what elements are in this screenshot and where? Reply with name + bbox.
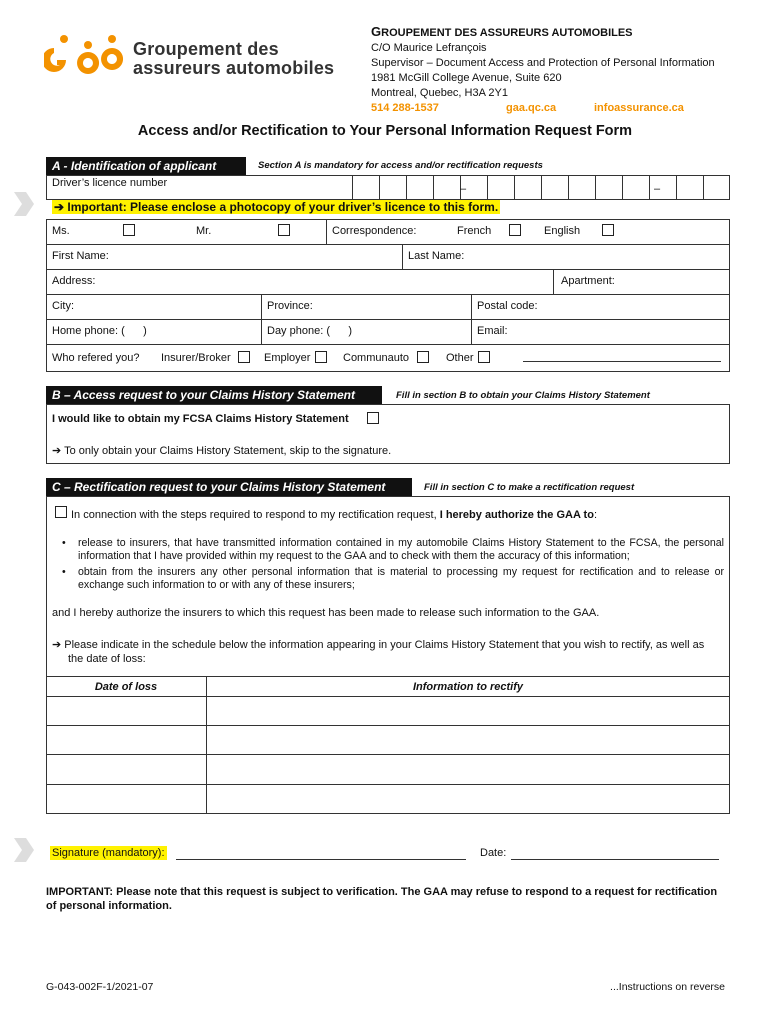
org-co: C/O Maurice Lefrançois [371, 42, 487, 54]
date-of-loss-cell-1[interactable] [47, 697, 205, 725]
french-label: French [457, 225, 492, 237]
city-field[interactable]: City: [52, 300, 74, 312]
postal-code-field[interactable]: Postal code: [477, 300, 538, 312]
date-of-loss-cell-2[interactable] [47, 726, 205, 754]
instructions-reverse: ...Instructions on reverse [610, 981, 725, 993]
org-address2: Montreal, Quebec, H3A 2Y1 [371, 87, 508, 99]
ms-checkbox[interactable] [123, 224, 135, 236]
organization-address [371, 24, 715, 116]
date-of-loss-cell-4[interactable] [47, 785, 205, 813]
licence-cell-divider [595, 175, 596, 200]
info-to-rectify-cell-4[interactable] [207, 785, 729, 813]
bullet-obtain: • obtain from the insurers any other personal information that is material to processing my request for rectification and to release or exchange such information to or with any of these insurers; [62, 566, 724, 591]
home-phone-field[interactable]: Home phone: ( ) [52, 325, 147, 337]
licence-cell-divider [649, 175, 650, 200]
communauto-label: Communauto [343, 352, 410, 364]
licence-cell-divider [703, 175, 704, 200]
section-c-heading: C – Rectification request to your Claims History Statement [46, 478, 412, 496]
authorize-bullets [62, 537, 724, 592]
licence-dash-1: – [460, 183, 467, 195]
other-label: Other [446, 352, 474, 364]
insurer-broker-checkbox[interactable] [238, 351, 250, 363]
licence-cell-divider [568, 175, 569, 200]
correspondence-label: Correspondence: [332, 225, 417, 237]
day-phone-field[interactable]: Day phone: ( ) [267, 325, 352, 337]
first-name-field[interactable]: First Name: [52, 250, 109, 262]
other-checkbox[interactable] [478, 351, 490, 363]
obtain-statement-checkbox[interactable] [367, 412, 379, 424]
authorize-insurers: and I hereby authorize the insurers to which this request has been made to release such information to the GAA. [52, 607, 600, 619]
licence-dash-2: – [654, 183, 661, 195]
org-website[interactable]: gaa.qc.ca [506, 102, 557, 114]
verification-notice: IMPORTANT: Please note that this request is subject to verification. The GAA may refuse to respond to a request for rectification of personal information. [46, 886, 718, 912]
org-phone: 514 288-1537 [371, 102, 439, 114]
section-a-grid [46, 219, 730, 372]
info-to-rectify-cell-3[interactable] [207, 755, 729, 784]
licence-cell-divider [514, 175, 515, 200]
employer-checkbox[interactable] [315, 351, 327, 363]
address-field[interactable]: Address: [52, 275, 96, 287]
bullet-release: • release to insurers, that have transmitted information contained in my automobile Claims History Statement to the FCSA, the personal information that I have provided within my request to the GAA and to check with them the accuracy of this information; [62, 537, 724, 562]
licence-cell-divider [352, 175, 353, 200]
form-code: G-043-002F-1/2021-07 [46, 981, 154, 993]
org-address1: 1981 McGill College Avenue, Suite 620 [371, 72, 562, 84]
date-label: Date: [480, 847, 507, 859]
important-licence-note: ➔ Important: Please enclose a photocopy of your driver’s licence to this form. [54, 200, 499, 214]
indicate-schedule-note: ➔ Please indicate in the schedule below the information appearing in your Claims History Statement that you wish to rectify, as well as the date of loss: [52, 639, 705, 665]
signature-line[interactable] [176, 859, 466, 860]
section-b-heading: B – Access request to your Claims History Statement [46, 386, 382, 404]
licence-cell-divider [541, 175, 542, 200]
info-to-rectify-cell-2[interactable] [207, 726, 729, 754]
province-field[interactable]: Province: [267, 300, 313, 312]
obtain-statement-label: I would like to obtain my FCSA Claims History Statement [52, 413, 349, 425]
other-specify-line[interactable] [523, 361, 721, 362]
french-checkbox[interactable] [509, 224, 521, 236]
section-c-note: Fill in section C to make a rectification request [424, 482, 635, 493]
chevron-right-icon [12, 190, 36, 218]
skip-to-signature-note: ➔ To only obtain your Claims History Statement, skip to the signature. [52, 445, 392, 457]
section-a-heading: A - Identification of applicant [46, 157, 246, 175]
licence-cell-divider [379, 175, 380, 200]
date-of-loss-cell-3[interactable] [47, 755, 205, 784]
col-info-to-rectify: Information to rectify [412, 681, 523, 693]
licence-label: Driver’s licence number [52, 177, 168, 189]
mr-label: Mr. [196, 225, 212, 237]
licence-cell-divider [622, 175, 623, 200]
org-contacts [371, 101, 715, 116]
licence-cell-divider [676, 175, 677, 200]
authorize-checkbox[interactable] [55, 506, 67, 518]
form-title: Access and/or Rectification to Your Personal Information Request Form [137, 123, 633, 139]
authorize-intro: In connection with the steps required to respond to my rectification request, I hereby authorize the GAA to: [71, 509, 597, 521]
section-a-note: Section A is mandatory for access and/or rectification requests [258, 160, 543, 171]
org-email[interactable]: infoassurance.ca [594, 102, 684, 114]
insurer-broker-label: Insurer/Broker [161, 352, 231, 364]
org-supervisor: Supervisor – Document Access and Protection of Personal Information [371, 57, 715, 69]
english-label: English [544, 225, 581, 237]
section-b-note: Fill in section B to obtain your Claims History Statement [396, 390, 650, 401]
email-field[interactable]: Email: [477, 325, 508, 337]
gaa-logo-icon [44, 32, 126, 78]
chevron-right-icon [12, 836, 36, 864]
english-checkbox[interactable] [602, 224, 614, 236]
licence-cell-divider [433, 175, 434, 200]
last-name-field[interactable]: Last Name: [408, 250, 465, 262]
info-to-rectify-cell-1[interactable] [207, 697, 729, 725]
employer-label: Employer [264, 352, 311, 364]
col-date-of-loss: Date of loss [94, 681, 158, 693]
logo-wordmark: Groupement des assureurs automobiles [133, 39, 335, 78]
licence-cell-divider [487, 175, 488, 200]
mr-checkbox[interactable] [278, 224, 290, 236]
licence-cell-divider [406, 175, 407, 200]
communauto-checkbox[interactable] [417, 351, 429, 363]
ms-label: Ms. [52, 225, 70, 237]
referred-label: Who refered you? [52, 352, 140, 364]
date-line[interactable] [511, 859, 719, 860]
apartment-field[interactable]: Apartment: [561, 275, 615, 287]
signature-label: Signature (mandatory): [52, 847, 165, 859]
org-name: GROUPEMENT DES ASSUREURS AUTOMOBILES [371, 24, 633, 39]
